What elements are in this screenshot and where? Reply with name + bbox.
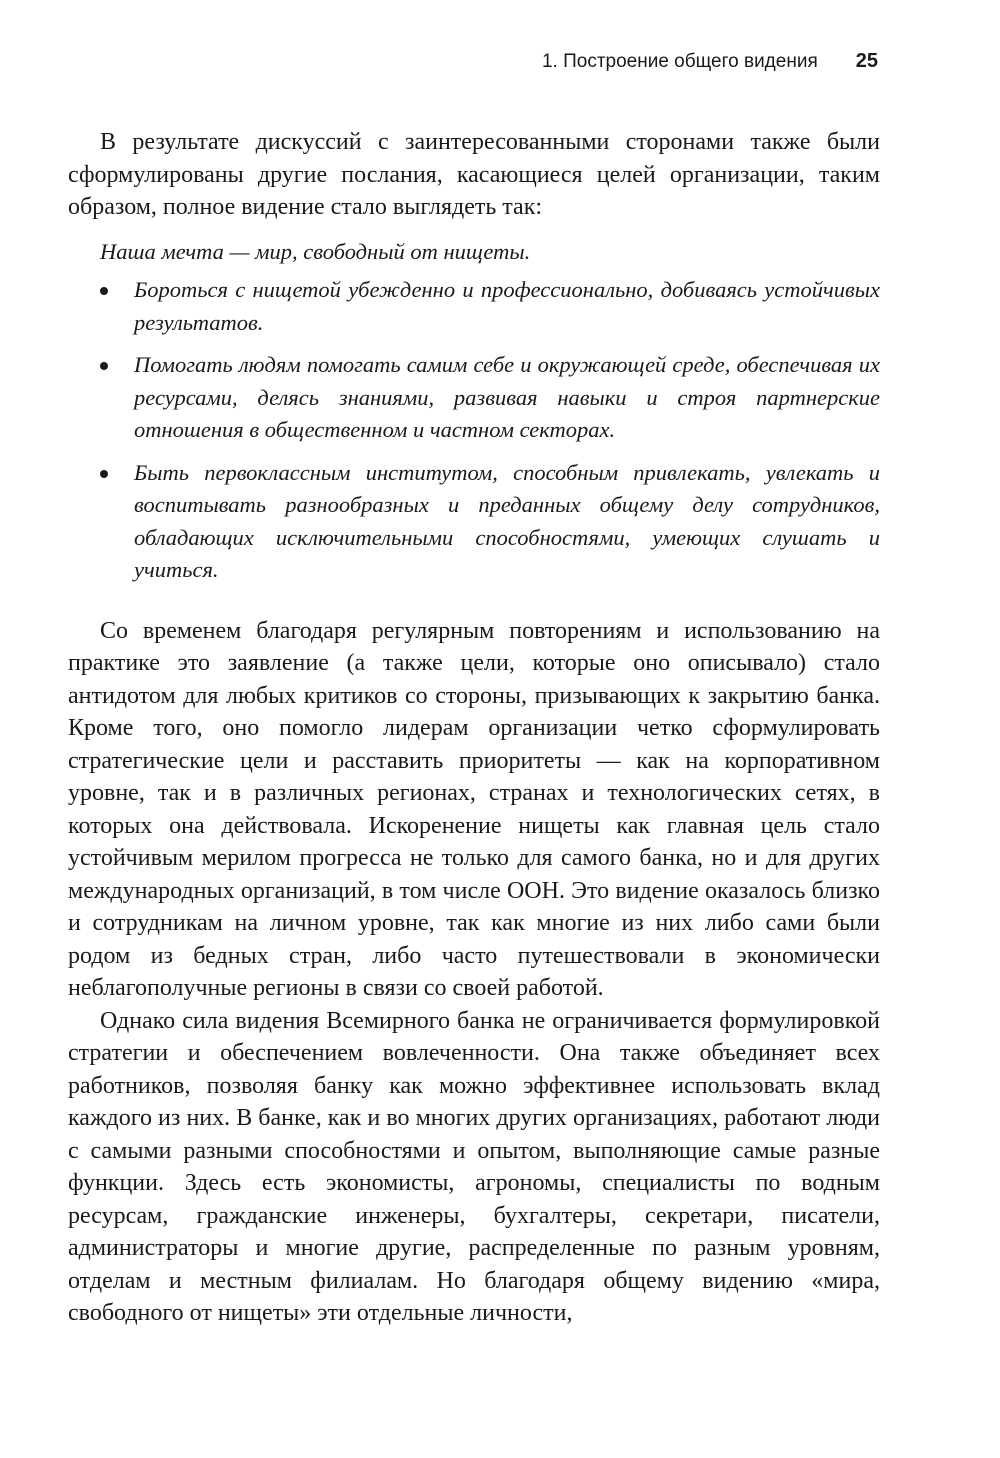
vision-list (68, 274, 880, 587)
body-paragraph: Со временем благодаря регулярным повторениям и использованию на практике это заявление (а также цели, которые оно описывало) стало антидотом для любых критиков со стороны, призывающих к закрытию банка. Кроме того, оно помогло лидерам организации четко сформулировать стратегические цели и расставить приоритеты — как на корпоративном уровне, так и в различных регионах, странах и технологических сетях, в которых она действовала. Искоренение нищеты как главная цель стало устойчивым мерилом прогресса не только для самого банка, но и для других международных организаций, в том числе ООН. Это видение оказалось близко и сотрудникам на личном уровне, так как многие из них либо сами были родом из бедных стран, либо часто путешествовали в экономически неблагополучные регионы в связи со своей работой. (68, 617, 880, 1001)
page-body (68, 126, 880, 1330)
vision-item: Быть первоклассным институтом, способным привлекать, увлекать и воспитывать разнообразных и преданных общему делу сотрудников, обладающих исключительными способностями, умеющих слушать и учиться. (134, 457, 880, 587)
vision-item: Бороться с нищетой убежденно и профессионально, добиваясь устойчивых результатов. (134, 274, 880, 339)
intro-paragraph: В результате дискуссий с заинтересованными сторонами также были сформулированы другие послания, касающиеся целей организации, таким образом, полное видение стало выглядеть так: (68, 129, 880, 220)
chapter-title: 1. Построение общего видения (541, 51, 818, 72)
running-head (542, 50, 878, 80)
vision-item: Помогать людям помогать самим себе и окружающей среде, обеспечивая их ресурсами, делясь знаниями, развивая навыки и строя партнерские отношения в общественном и частном секторах. (134, 349, 880, 447)
page-number: 25 (855, 50, 878, 72)
vision-lead: Наша мечта — мир, свободный от нищеты. (100, 238, 531, 264)
body-paragraph: Однако сила видения Всемирного банка не ограничивается формулировкой стратегии и обеспечением вовлеченности. Она также объединяет всех работников, позволяя банку как можно эффективнее использовать вклад каждого из них. В банке, как и во многих других организациях, работают люди с самыми разными способностями и опытом, выполняющие самые разные функции. Здесь есть экономисты, агрономы, специалисты по водным ресурсам, гражданские инженеры, бухгалтеры, секретари, писатели, администраторы и многие другие, распределенные по разным уровням, отделам и местным филиалам. Но благодаря общему видению «мира, свободного от нищеты» эти отдельные личности, (68, 1007, 880, 1326)
